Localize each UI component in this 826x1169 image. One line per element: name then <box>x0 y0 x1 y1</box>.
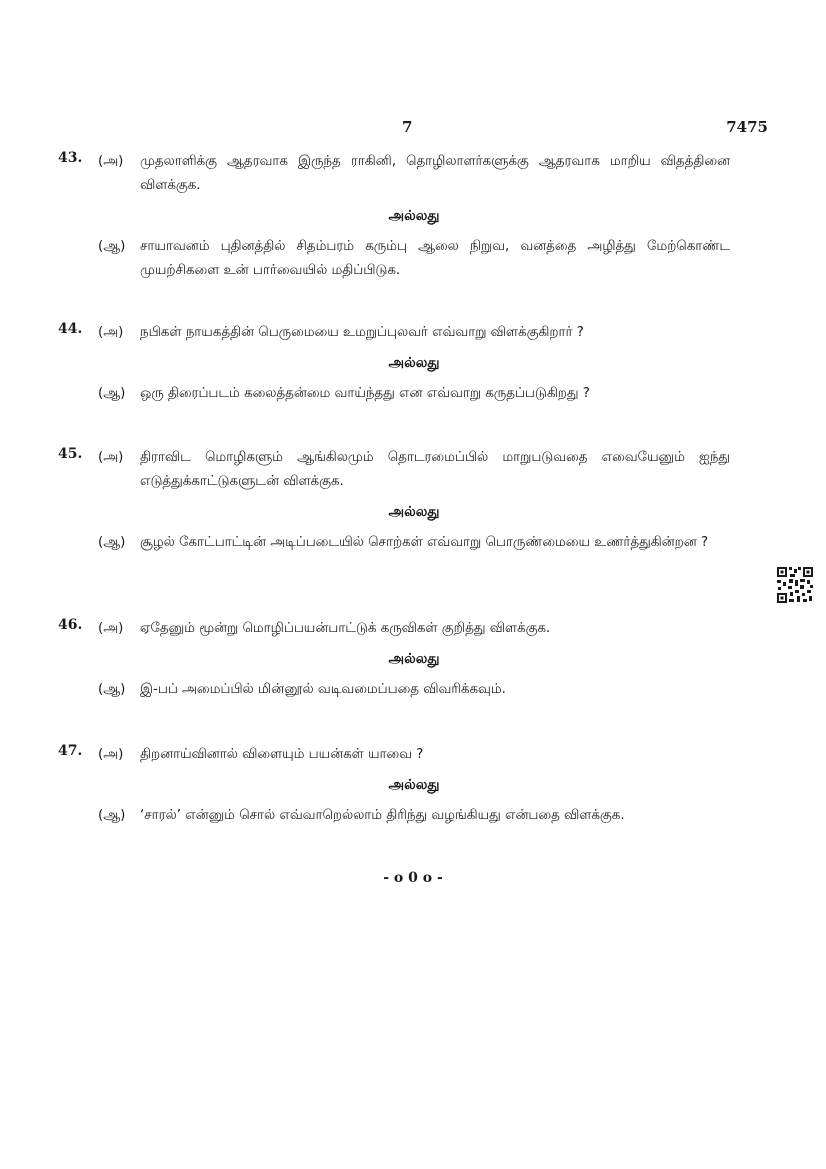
option-b <box>58 804 730 828</box>
option-label: (ஆ) <box>98 386 126 401</box>
question-45 <box>58 446 730 555</box>
question-number: 44. <box>58 321 83 337</box>
option-text: இ-பப் அமைப்பில் மின்னூல் வடிவமைப்பதை விவரிக்கவும். <box>140 682 506 697</box>
option-b <box>58 382 730 406</box>
option-a <box>58 150 730 198</box>
option-label: (ஆ) <box>98 808 126 823</box>
end-mark: - o 0 o - <box>383 870 443 886</box>
question-44 <box>58 321 730 406</box>
option-label: (ஆ) <box>98 535 126 550</box>
question-number: 43. <box>58 150 83 166</box>
option-label: (ஆ) <box>98 239 126 254</box>
option-a <box>58 446 730 494</box>
or-divider: அல்லது <box>388 208 440 224</box>
question-43 <box>58 150 730 283</box>
or-divider: அல்லது <box>388 355 440 371</box>
option-label: (அ) <box>98 325 124 340</box>
option-b <box>58 531 730 555</box>
option-label: (அ) <box>98 450 124 465</box>
option-text: முதலாளிக்கு ஆதரவாக இருந்த ராகினி, தொழிலாளர்களுக்கு ஆதரவாக மாறிய விதத்தினை விளக்குக. <box>140 154 730 193</box>
option-b <box>58 235 730 283</box>
option-label: (அ) <box>98 621 124 636</box>
option-text: சூழல் கோட்பாட்டின் அடிப்படையில் சொற்கள் எவ்வாறு பொருண்மையை உணர்த்துகின்றன ? <box>140 535 709 550</box>
option-a <box>58 321 730 345</box>
option-text: ஒரு திரைப்படம் கலைத்தன்மை வாய்ந்தது என எவ்வாறு கருதப்படுகிறது ? <box>140 386 590 401</box>
option-text: நபிகள் நாயகத்தின் பெருமையை உமறுப்புலவர் எவ்வாறு விளக்குகிறார் ? <box>140 325 584 340</box>
option-text: சாயாவனம் புதினத்தில் சிதம்பரம் கரும்பு ஆலை நிறுவ, வனத்தை அழித்து மேற்கொண்ட முயற்சிகளை உன் பார்வையில் மதிப்பிடுக. <box>140 239 730 278</box>
question-number: 47. <box>58 743 83 759</box>
qr-code-icon <box>776 566 814 604</box>
paper-code: 7475 <box>726 118 768 136</box>
or-divider: அல்லது <box>388 504 440 520</box>
question-46 <box>58 617 730 702</box>
option-text: ஏதேனும் மூன்று மொழிப்பயன்பாட்டுக் கருவிகள் குறித்து விளக்குக. <box>140 621 551 636</box>
option-label: (அ) <box>98 154 124 169</box>
question-number: 45. <box>58 446 83 462</box>
page-number: 7 <box>402 118 413 136</box>
option-text: திராவிட மொழிகளும் ஆங்கிலமும் தொடரமைப்பில் மாறுபடுவதை எவையேனும் ஐந்து எடுத்துக்காட்டுகளுடன் விளக்குக. <box>140 450 730 489</box>
option-text: ‘சாரல்’ என்னும் சொல் எவ்வாறெல்லாம் திரிந்து வழங்கியது என்பதை விளக்குக. <box>140 808 625 823</box>
or-divider: அல்லது <box>388 777 440 793</box>
question-47 <box>58 743 730 828</box>
option-label: (ஆ) <box>98 682 126 697</box>
option-text: திறனாய்வினால் விளையும் பயன்கள் யாவை ? <box>140 747 424 762</box>
question-number: 46. <box>58 617 83 633</box>
option-a <box>58 617 730 641</box>
option-b <box>58 678 730 702</box>
or-divider: அல்லது <box>388 651 440 667</box>
option-label: (அ) <box>98 747 124 762</box>
option-a <box>58 743 730 767</box>
